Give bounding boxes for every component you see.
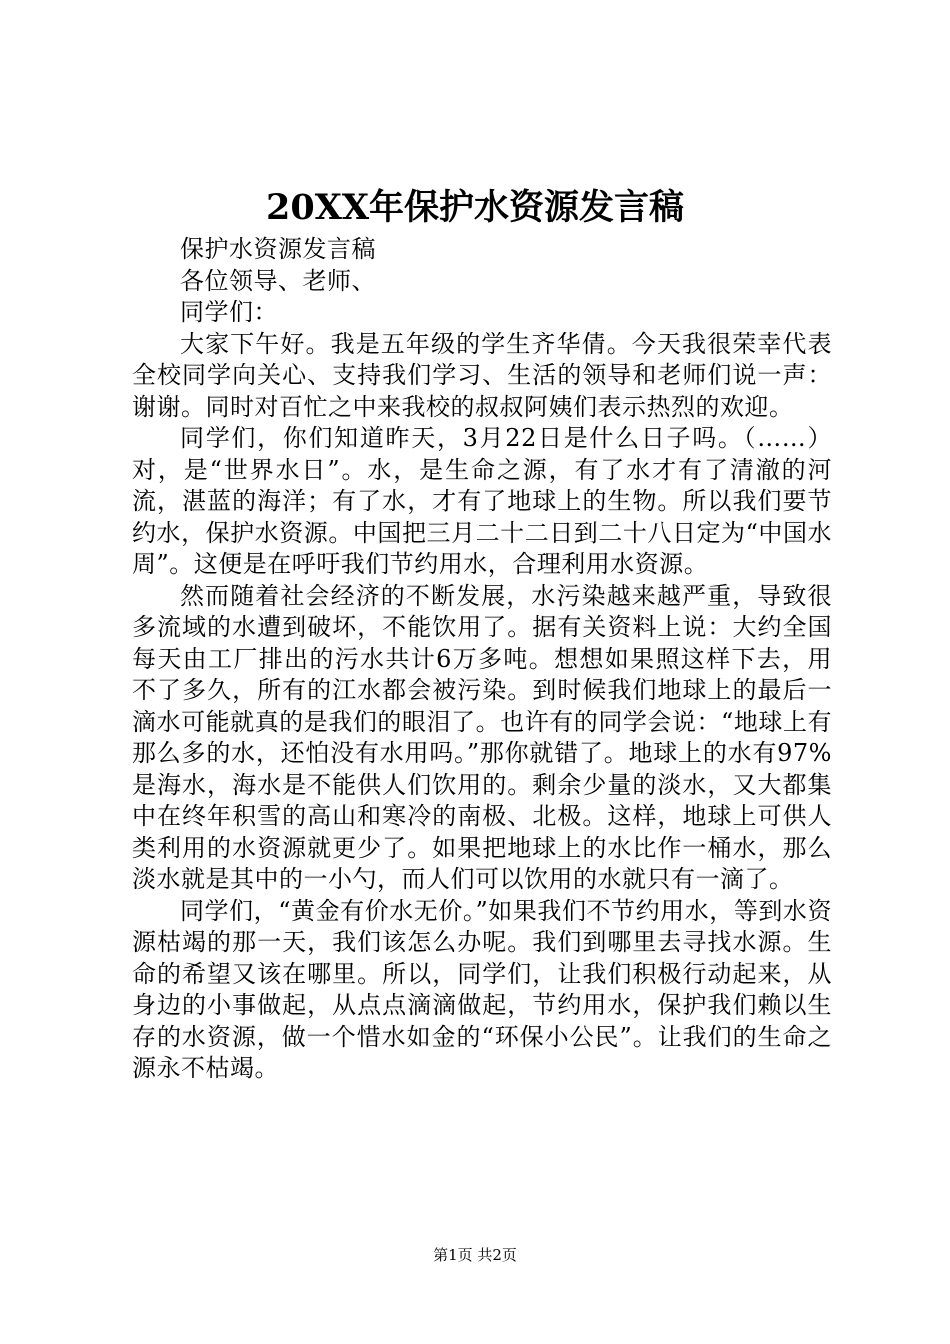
page-footer: 第1页 共2页 xyxy=(433,1246,517,1264)
body-paragraph: 同学们，“黄金有价水无价。”如果我们不节约用水，等到水资源枯竭的那一天，我们该怎么办呢。我们到哪里去寻找水源。生命的希望又该在哪里。所以，同学们，让我们积极行动起来，从身边的小事做起，从点点滴滴做起，节约用水，保护我们赖以生存的水资源，做一个惜水如金的“环保小公民”。让我们的生命之源永不枯竭。 xyxy=(132,896,832,1082)
body-paragraph: 然而随着社会经济的不断发展，水污染越来越严重，导致很多流域的水遭到破坏，不能饮用了。据有关资料上说：大约全国每天由工厂排出的污水共计6万多吨。想想如果照这样下去，用不了多久，所有的江水都会被污染。到时候我们地球上的最后一滴水可能就真的是我们的眼泪了。也许有的同学会说：“地球上有那么多的水，还怕没有水用吗。”那你就错了。地球上的水有97%是海水，海水是不能供人们饮用的。剩余少量的淡水，又大都集中在终年积雪的高山和寒冷的南极、北极。这样，地球上可供人类利用的水资源就更少了。如果把地球上的水比作一桶水，那么淡水就是其中的一小勺，而人们可以饮用的水就只有一滴了。 xyxy=(132,581,832,893)
document-title: 20XX年保护水资源发言稿 xyxy=(265,187,685,228)
subtitle-paragraph: 保护水资源发言稿 xyxy=(180,235,376,263)
body-paragraph: 大家下午好。我是五年级的学生齐华倩。今天我很荣幸代表全校同学向关心、支持我们学习、生活的领导和老师们说一声：谢谢。同时对百忙之中来我校的叔叔阿姨们表示热烈的欢迎。 xyxy=(132,329,832,421)
document-body xyxy=(132,234,832,1085)
salutation-line: 各位领导、老师、 xyxy=(180,266,376,295)
body-paragraph: 同学们，你们知道昨天，3月22日是什么日子吗。（……）对，是“世界水日”。水，是生命之源，有了水才有了清澈的河流，湛蓝的海洋；有了水，才有了地球上的生物。所以我们要节约水，保护水资源。中国把三月二十二日到二十八日定为“中国水周”。这便是在呼吁我们节约用水，合理利用水资源。 xyxy=(132,424,832,578)
salutation-line: 同学们： xyxy=(180,298,278,326)
